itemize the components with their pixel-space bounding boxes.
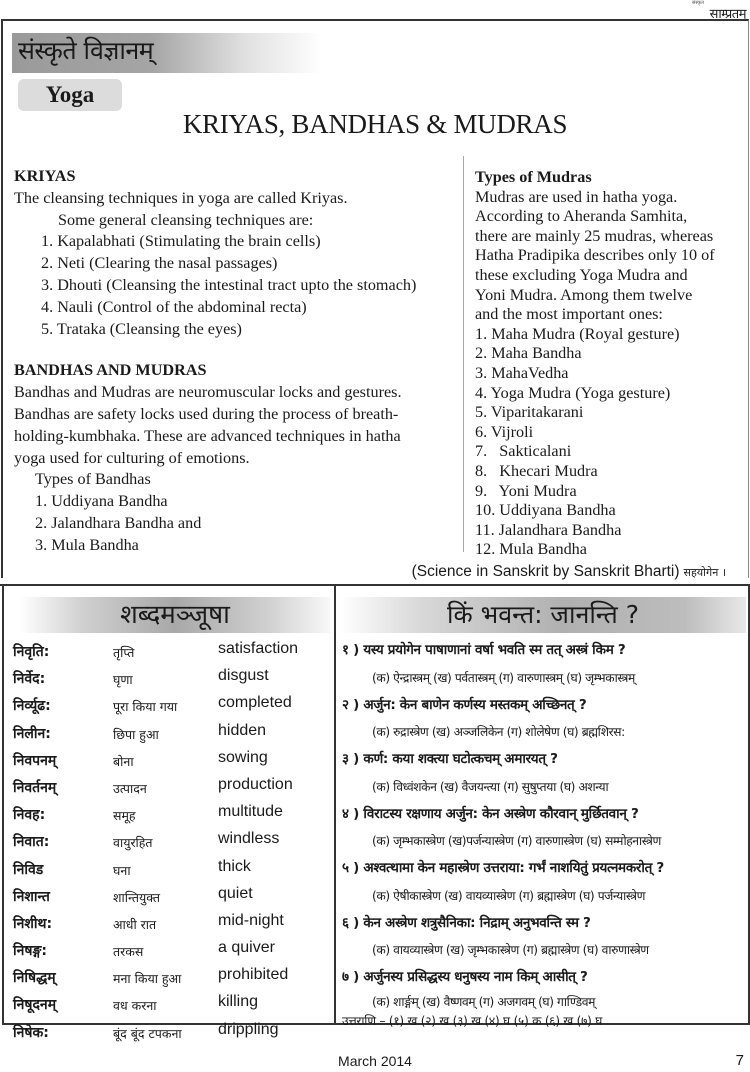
quiz-options: (क) जृम्भकास्त्रेण (ख)पर्जन्यास्त्रेण (ग) वारुणास्त्रेण (घ) सम्मोहनास्त्रेण xyxy=(372,834,661,848)
english-meaning: thick xyxy=(218,857,251,875)
quiz-question: ३ ) कर्ण: कया शक्त्या घटोत्कचम् अमारयत् ? xyxy=(342,751,558,767)
english-meaning: prohibited xyxy=(218,966,289,984)
kriyas-heading: KRIYAS xyxy=(14,167,76,185)
paragraph-line: there are mainly 25 mudras, whereas xyxy=(475,226,714,245)
vocab-table xyxy=(13,640,331,1048)
hindi-meaning: शान्तियुक्त xyxy=(113,889,161,905)
vocab-row xyxy=(13,993,331,1020)
masthead-logo xyxy=(676,0,746,20)
paragraph-line: and the most important ones: xyxy=(475,305,663,324)
english-meaning: sowing xyxy=(218,748,268,766)
hindi-meaning: छिपा हुआ xyxy=(113,726,159,742)
sanskrit-word: निवपनम् xyxy=(13,752,57,769)
paragraph-line: Bandhas and Mudras are neuromuscular locks and gestures. xyxy=(14,383,402,402)
kriyas-list xyxy=(14,231,459,340)
bandhas-heading: BANDHAS AND MUDRAS xyxy=(14,361,207,380)
masthead-title: साम्प्रतम् xyxy=(709,7,746,22)
list-item: 4. Nauli (Control of the abdominal recta) xyxy=(41,297,307,316)
column-divider xyxy=(463,156,464,552)
mudras-heading: Types of Mudras xyxy=(475,168,592,186)
hindi-meaning: बोना xyxy=(113,753,134,769)
list-item: 3. Mula Bandha xyxy=(35,535,139,554)
vocab-row xyxy=(13,776,331,803)
mudras-paragraph xyxy=(475,188,747,325)
credit-hindi: सहयोगेन । xyxy=(683,566,726,579)
sanskrit-word: निलीन: xyxy=(13,725,51,742)
sanskrit-word: निवात: xyxy=(13,834,50,851)
quiz-options: (क) विध्वंशकेन (ख) वैजयन्त्या (ग) सुषुप्तया (घ) अशन्या xyxy=(372,779,609,794)
paragraph-line: these excluding Yoga Mudra and xyxy=(475,265,688,284)
quiz-answers: उत्तराणि – (१) ख (२) ख (३) ख (४) घ (५) क (६) ख (७) घ xyxy=(342,1013,603,1028)
quiz-options: (क) ऐषीकास्त्रेण (ख) वायव्यास्त्रेण (ग) ब्रह्मास्त्रेण (घ) पर्जन्यास्त्रेण xyxy=(372,888,645,903)
sanskrit-word: निवर्तनम् xyxy=(13,779,57,796)
sanskrit-word: निषेक: xyxy=(13,1024,49,1041)
vocab-row xyxy=(13,830,331,857)
credit-text: (Science in Sanskrit by Sanskrit Bharti) xyxy=(411,563,680,580)
english-meaning: windless xyxy=(218,830,280,848)
list-item: 1. Uddiyana Bandha xyxy=(35,492,168,511)
sanskrit-word: निविड xyxy=(13,861,44,878)
bandhas-sub: Types of Bandhas xyxy=(35,470,151,489)
quiz-list xyxy=(342,637,747,1034)
english-meaning: satisfaction xyxy=(218,640,299,657)
sanskrit-word: निषूदनम् xyxy=(13,997,57,1014)
list-item: 4. Yoga Mudra (Yoga gesture) xyxy=(475,383,671,402)
sanskrit-word: निषिद्धम् xyxy=(13,970,56,987)
list-item: 3. MahaVedha xyxy=(475,363,569,382)
quiz-question: १ ) यस्य प्रयोगेन पाषाणानां वर्षा भवति स्म तत् अस्त्रं किम ? xyxy=(342,642,626,658)
hindi-meaning: मना किया हुआ xyxy=(113,971,182,987)
right-column xyxy=(475,168,747,560)
sanskrit-word: निशान्त xyxy=(13,888,50,905)
section-title: संस्कृते विज्ञानम् xyxy=(18,36,154,65)
english-meaning: mid-night xyxy=(218,911,284,929)
article-title: KRIYAS, BANDHAS & MUDRAS xyxy=(182,109,568,139)
sanskrit-word: निशीथ: xyxy=(13,915,53,932)
vocab-row xyxy=(13,858,331,885)
vocab-row xyxy=(13,667,331,694)
left-column xyxy=(14,166,459,557)
vocab-row xyxy=(13,749,331,776)
english-meaning: drippling xyxy=(218,1020,279,1038)
list-item: 11. Jalandhara Bandha xyxy=(475,520,622,539)
sanskrit-word: निर्वेद: xyxy=(13,671,46,688)
english-meaning: multitude xyxy=(218,803,283,821)
hindi-meaning: आधी रात xyxy=(113,916,157,932)
vocab-row xyxy=(13,939,331,966)
hindi-meaning: पूरा किया गया xyxy=(113,699,178,715)
issue-date: March 2014 xyxy=(338,1053,412,1069)
hindi-meaning: घृणा xyxy=(113,672,133,688)
english-meaning: quiet xyxy=(218,884,253,902)
list-item: 12. Mula Bandha xyxy=(475,540,587,559)
quiz-options: (क) वायव्यास्त्रेण (ख) जृम्भकास्त्रेण (ग) ब्रह्मास्त्रेण (घ) वारुणास्त्रेण xyxy=(372,943,649,957)
category-tag-label: Yoga xyxy=(45,82,95,107)
list-item: 1. Maha Mudra (Royal gesture) xyxy=(475,324,680,343)
english-meaning: hidden xyxy=(218,721,267,739)
page-number: 7 xyxy=(735,1052,744,1069)
spacer xyxy=(14,340,459,360)
vocab-row xyxy=(13,640,331,667)
section-banner xyxy=(12,33,322,73)
list-item: 1. Kapalabhati (Stimulating the brain cells) xyxy=(41,232,321,251)
list-item: 2. Neti (Clearing the nasal passages) xyxy=(41,254,278,273)
sanskrit-word: निर्व्यूढ: xyxy=(13,698,51,715)
bandhas-list xyxy=(14,491,459,556)
quiz-question: २ ) अर्जुन: केन बाणेन कर्णस्य मस्तकम् अच्छिनत् ? xyxy=(342,696,587,713)
quiz-question: ४ ) विराटस्य रक्षणाय अर्जुन: केन अस्त्रेण कौरवान् मुर्छितवान् ? xyxy=(342,805,639,822)
mudras-list xyxy=(475,325,747,560)
english-meaning: a quiver xyxy=(218,939,275,957)
kriyas-sub: Some general cleansing techniques are: xyxy=(58,210,314,229)
paragraph-line: holding-kumbhaka. These are advanced techniques in hatha xyxy=(14,426,401,445)
hindi-meaning: उत्पादन xyxy=(113,780,147,796)
vocab-banner xyxy=(20,597,330,633)
hindi-meaning: तरकस xyxy=(113,944,144,960)
sanskrit-word: निवृति: xyxy=(13,644,50,660)
list-item: 9. Yoni Mudra xyxy=(475,481,577,500)
list-item: 5. Viparitakarani xyxy=(475,403,584,422)
paragraph-line: Mudras are used in hatha yoga. xyxy=(475,187,678,206)
vocab-row xyxy=(13,912,331,939)
list-item: 2. Jalandhara Bandha and xyxy=(35,513,202,532)
english-meaning: production xyxy=(218,775,293,793)
quiz-question: ७ ) अर्जुनस्य प्रसिद्धस्य धनुषस्य नाम किम् आसीत् ? xyxy=(342,969,588,985)
kriyas-intro: The cleansing techniques in yoga are called Kriyas. xyxy=(14,188,348,207)
bandhas-paragraph xyxy=(14,382,459,469)
list-item: 2. Maha Bandha xyxy=(475,344,582,363)
hindi-meaning: घना xyxy=(113,862,131,878)
quiz-question: ६ ) केन अस्त्रेण शत्रुसैनिका: निद्राम् अनुभवन्ति स्म ? xyxy=(342,914,591,931)
hindi-meaning: वायुरहित xyxy=(113,835,153,851)
sanskrit-word: निषङ्ग: xyxy=(13,943,47,960)
paragraph-line: Yoni Mudra. Among them twelve xyxy=(475,285,693,304)
hindi-meaning: समूह xyxy=(113,808,136,824)
english-meaning: completed xyxy=(218,694,292,712)
hindi-meaning: वध करना xyxy=(113,998,157,1014)
list-item: 10. Uddiyana Bandha xyxy=(475,501,616,520)
hindi-meaning: तृप्ति xyxy=(113,645,135,660)
list-item: 8. Khecari Mudra xyxy=(475,461,598,480)
vocab-row xyxy=(13,1021,331,1048)
paragraph-line: Bandhas are safety locks used during the process of breath- xyxy=(14,404,399,423)
vocab-row xyxy=(13,966,331,993)
vocab-heading: शब्दमञ्जूषा xyxy=(120,600,230,630)
category-tag xyxy=(18,79,122,111)
source-credit xyxy=(412,563,726,581)
vocab-row xyxy=(13,694,331,721)
english-meaning: killing xyxy=(218,993,259,1011)
sanskrit-word: निवह: xyxy=(13,807,46,824)
masthead-small-text: संस्कृत xyxy=(691,0,704,6)
paragraph-line: yoga used for culturing of emotions. xyxy=(14,448,250,467)
quiz-question: ५ ) अश्वत्थामा केन महास्त्रेण उत्तराया: गर्भं नाशयितुं प्रयत्नमकरोत् ? xyxy=(342,860,664,876)
list-item: 6. Vijroli xyxy=(475,422,534,441)
quiz-options: (क) रुद्रास्त्रेण (ख) अञ्जलिकेन (ग) शोलेषेण (घ) ब्रह्मशिरस: xyxy=(372,725,625,739)
quiz-heading: किं भवन्त: जानन्ति ? xyxy=(447,600,639,629)
list-item: 3. Dhouti (Cleansing the intestinal tract upto the stomach) xyxy=(41,275,417,294)
vocab-row xyxy=(13,722,331,749)
list-item: 5. Trataka (Cleansing the eyes) xyxy=(41,319,242,338)
english-meaning: disgust xyxy=(218,667,269,685)
vocab-row xyxy=(13,885,331,912)
quiz-banner xyxy=(340,597,746,633)
paragraph-line: According to Aheranda Samhita, xyxy=(475,207,688,226)
paragraph-line: Hatha Pradipika describes only 10 of xyxy=(475,246,715,265)
list-item: 7. Sakticalani xyxy=(475,442,572,461)
quiz-options: (क) शार्ङ्गम् (ख) वैष्णवम् (ग) अजगवम् (घ) गाण्डिवम् xyxy=(372,994,596,1009)
hindi-meaning: बूंद बूंद टपकना xyxy=(113,1025,182,1041)
quiz-options: (क) ऐन्द्रास्त्रम् (ख) पर्वतास्त्रम् (ग) वारुणास्त्रम् (घ) जृम्भकास्त्रम् xyxy=(372,670,635,685)
vocab-row xyxy=(13,803,331,830)
